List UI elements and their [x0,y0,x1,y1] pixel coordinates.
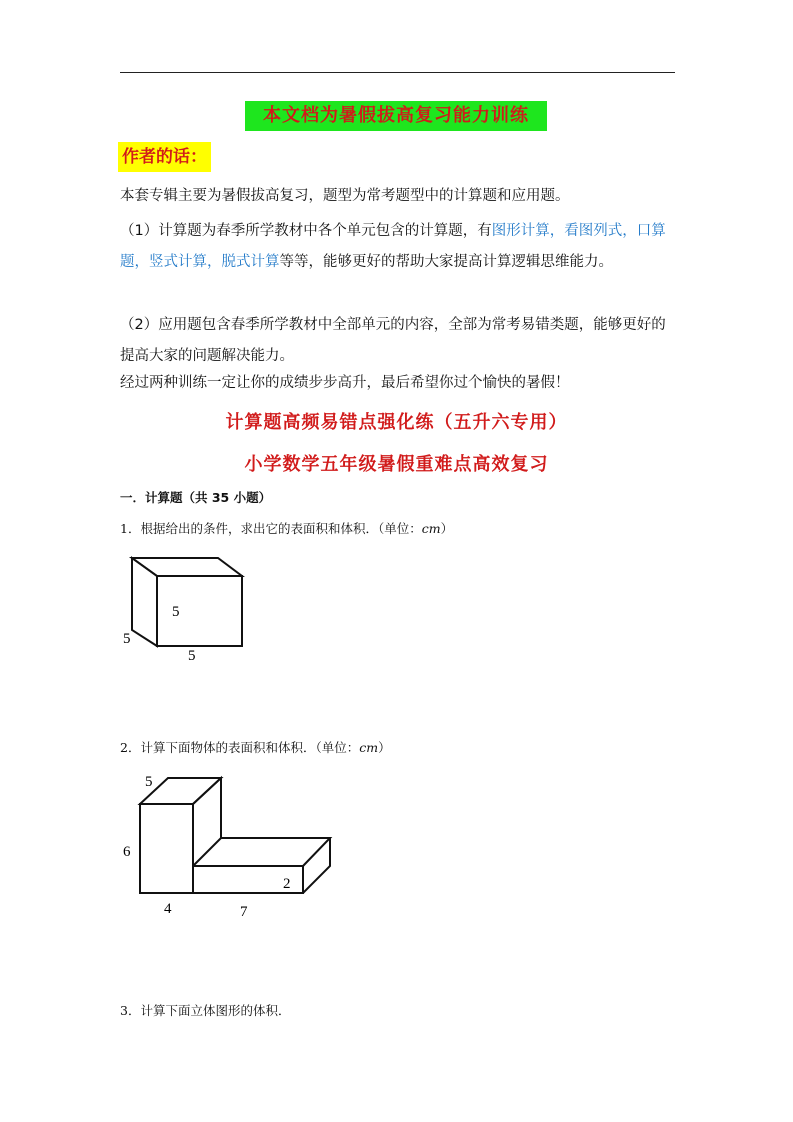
question-close: ） [378,740,391,755]
question-1 [120,519,453,537]
question-unit: cm [359,740,379,755]
calc-paragraph-suffix: 等等，能够更好的帮助大家提高计算逻辑思维能力。 [279,254,613,270]
l-shaped-solid-figure [115,768,345,928]
calc-types-highlight-2: 口算题，竖式计算，脱式计算 [120,223,666,270]
question-number: 3． [120,1003,141,1018]
question-unit: cm [421,521,441,536]
calc-paragraph [120,216,680,278]
calc-types-highlight-1: 图形计算，看图列式， [491,223,637,239]
cube-depth-label: 5 [123,631,131,647]
solid-top-label: 5 [145,774,153,790]
question-text: 计算下面物体的表面积和体积．（单位： [140,740,360,755]
section-title: 一．计算题（共 35 小题） [120,490,272,505]
question-text: 计算下面立体图形的体积． [140,1003,291,1018]
question-number: 2． [120,740,141,755]
question-3 [120,1001,290,1019]
calc-paragraph-prefix: （1）计算题为春季所学教材中各个单元包含的计算题，有 [120,223,492,239]
header-rule [120,72,675,73]
banner-title: 本文档为暑假拔高复习能力训练 [245,101,547,131]
question-2 [120,738,391,756]
cube-height-label: 5 [172,604,180,620]
application-paragraph: （2）应用题包含春季所学教材中全部单元的内容，全部为常考易错类题，能够更好的提高大家的问题解决能力。 [120,317,666,364]
solid-right-height-label: 2 [283,876,291,892]
solid-height-label: 6 [123,844,131,860]
closing-paragraph: 经过两种训练一定让你的成绩步步高升，最后希望你过个愉快的暑假！ [120,375,570,391]
cube-figure [110,548,260,668]
question-close: ） [440,521,454,536]
cube-width-label: 5 [188,648,196,664]
question-number: 1． [120,521,141,536]
intro-paragraph: 本套专辑主要为暑假拔高复习，题型为常考题型中的计算题和应用题。 [120,188,570,204]
heading-primary: 计算题高频易错点强化练（五升六专用） [225,412,568,433]
heading-secondary: 小学数学五年级暑假重难点高效复习 [244,454,549,475]
solid-bottom-left-label: 4 [164,901,172,917]
question-text: 根据给出的条件，求出它的表面积和体积．（单位： [140,521,422,536]
solid-bottom-right-label: 7 [240,904,248,920]
author-label: 作者的话： [118,142,211,172]
